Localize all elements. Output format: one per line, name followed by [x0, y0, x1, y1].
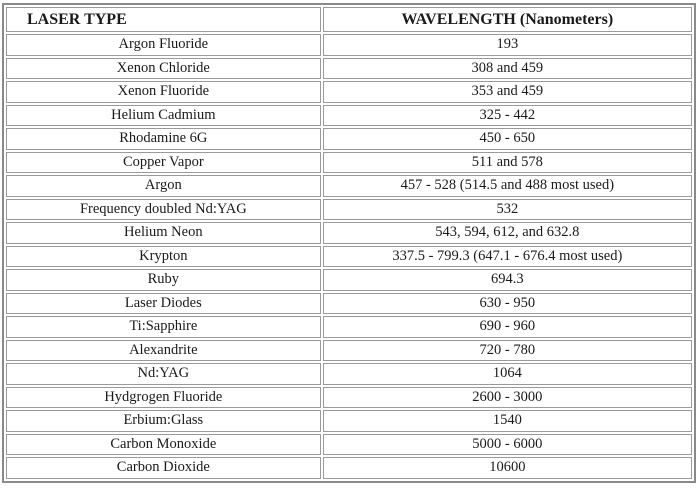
cell-laser-type: Argon	[6, 175, 321, 197]
cell-laser-type: Copper Vapor	[6, 152, 321, 174]
laser-wavelength-table	[4, 5, 694, 481]
table-row	[6, 175, 692, 197]
cell-wavelength: 694.3	[323, 269, 692, 291]
cell-laser-type: Laser Diodes	[6, 293, 321, 315]
cell-wavelength: 353 and 459	[323, 81, 692, 103]
cell-wavelength: 1540	[323, 410, 692, 432]
cell-wavelength: 5000 - 6000	[323, 434, 692, 456]
cell-laser-type: Frequency doubled Nd:YAG	[6, 199, 321, 221]
table-row	[6, 457, 692, 479]
table-row	[6, 293, 692, 315]
cell-wavelength: 325 - 442	[323, 105, 692, 127]
header-laser-type: LASER TYPE	[6, 7, 321, 32]
cell-laser-type: Argon Fluoride	[6, 34, 321, 56]
table-row	[6, 128, 692, 150]
cell-wavelength: 2600 - 3000	[323, 387, 692, 409]
cell-laser-type: Carbon Monoxide	[6, 434, 321, 456]
table-row	[6, 199, 692, 221]
cell-wavelength: 457 - 528 (514.5 and 488 most used)	[323, 175, 692, 197]
cell-laser-type: Helium Neon	[6, 222, 321, 244]
cell-laser-type: Xenon Chloride	[6, 58, 321, 80]
cell-laser-type: Alexandrite	[6, 340, 321, 362]
table-row	[6, 152, 692, 174]
cell-wavelength: 543, 594, 612, and 632.8	[323, 222, 692, 244]
table-row	[6, 246, 692, 268]
cell-laser-type: Ti:Sapphire	[6, 316, 321, 338]
cell-laser-type: Xenon Fluoride	[6, 81, 321, 103]
table-row	[6, 410, 692, 432]
cell-wavelength: 630 - 950	[323, 293, 692, 315]
table-row	[6, 363, 692, 385]
cell-wavelength: 1064	[323, 363, 692, 385]
cell-wavelength: 193	[323, 34, 692, 56]
table-row	[6, 387, 692, 409]
laser-wavelength-table-frame	[2, 3, 696, 483]
table-row	[6, 316, 692, 338]
cell-wavelength: 337.5 - 799.3 (647.1 - 676.4 most used)	[323, 246, 692, 268]
cell-laser-type: Erbium:Glass	[6, 410, 321, 432]
cell-laser-type: Helium Cadmium	[6, 105, 321, 127]
cell-wavelength: 532	[323, 199, 692, 221]
table-row	[6, 105, 692, 127]
table-row	[6, 434, 692, 456]
cell-laser-type: Rhodamine 6G	[6, 128, 321, 150]
cell-wavelength: 690 - 960	[323, 316, 692, 338]
table-row	[6, 58, 692, 80]
cell-laser-type: Nd:YAG	[6, 363, 321, 385]
cell-laser-type: Krypton	[6, 246, 321, 268]
cell-laser-type: Hydgrogen Fluoride	[6, 387, 321, 409]
cell-wavelength: 450 - 650	[323, 128, 692, 150]
table-row	[6, 269, 692, 291]
cell-wavelength: 720 - 780	[323, 340, 692, 362]
table-row	[6, 340, 692, 362]
header-wavelength: WAVELENGTH (Nanometers)	[323, 7, 692, 32]
cell-wavelength: 308 and 459	[323, 58, 692, 80]
header-row	[6, 7, 692, 32]
cell-wavelength: 511 and 578	[323, 152, 692, 174]
table-row	[6, 222, 692, 244]
table-header	[6, 7, 692, 32]
table-row	[6, 34, 692, 56]
table-row	[6, 81, 692, 103]
cell-laser-type: Carbon Dioxide	[6, 457, 321, 479]
table-body	[6, 34, 692, 479]
cell-laser-type: Ruby	[6, 269, 321, 291]
cell-wavelength: 10600	[323, 457, 692, 479]
